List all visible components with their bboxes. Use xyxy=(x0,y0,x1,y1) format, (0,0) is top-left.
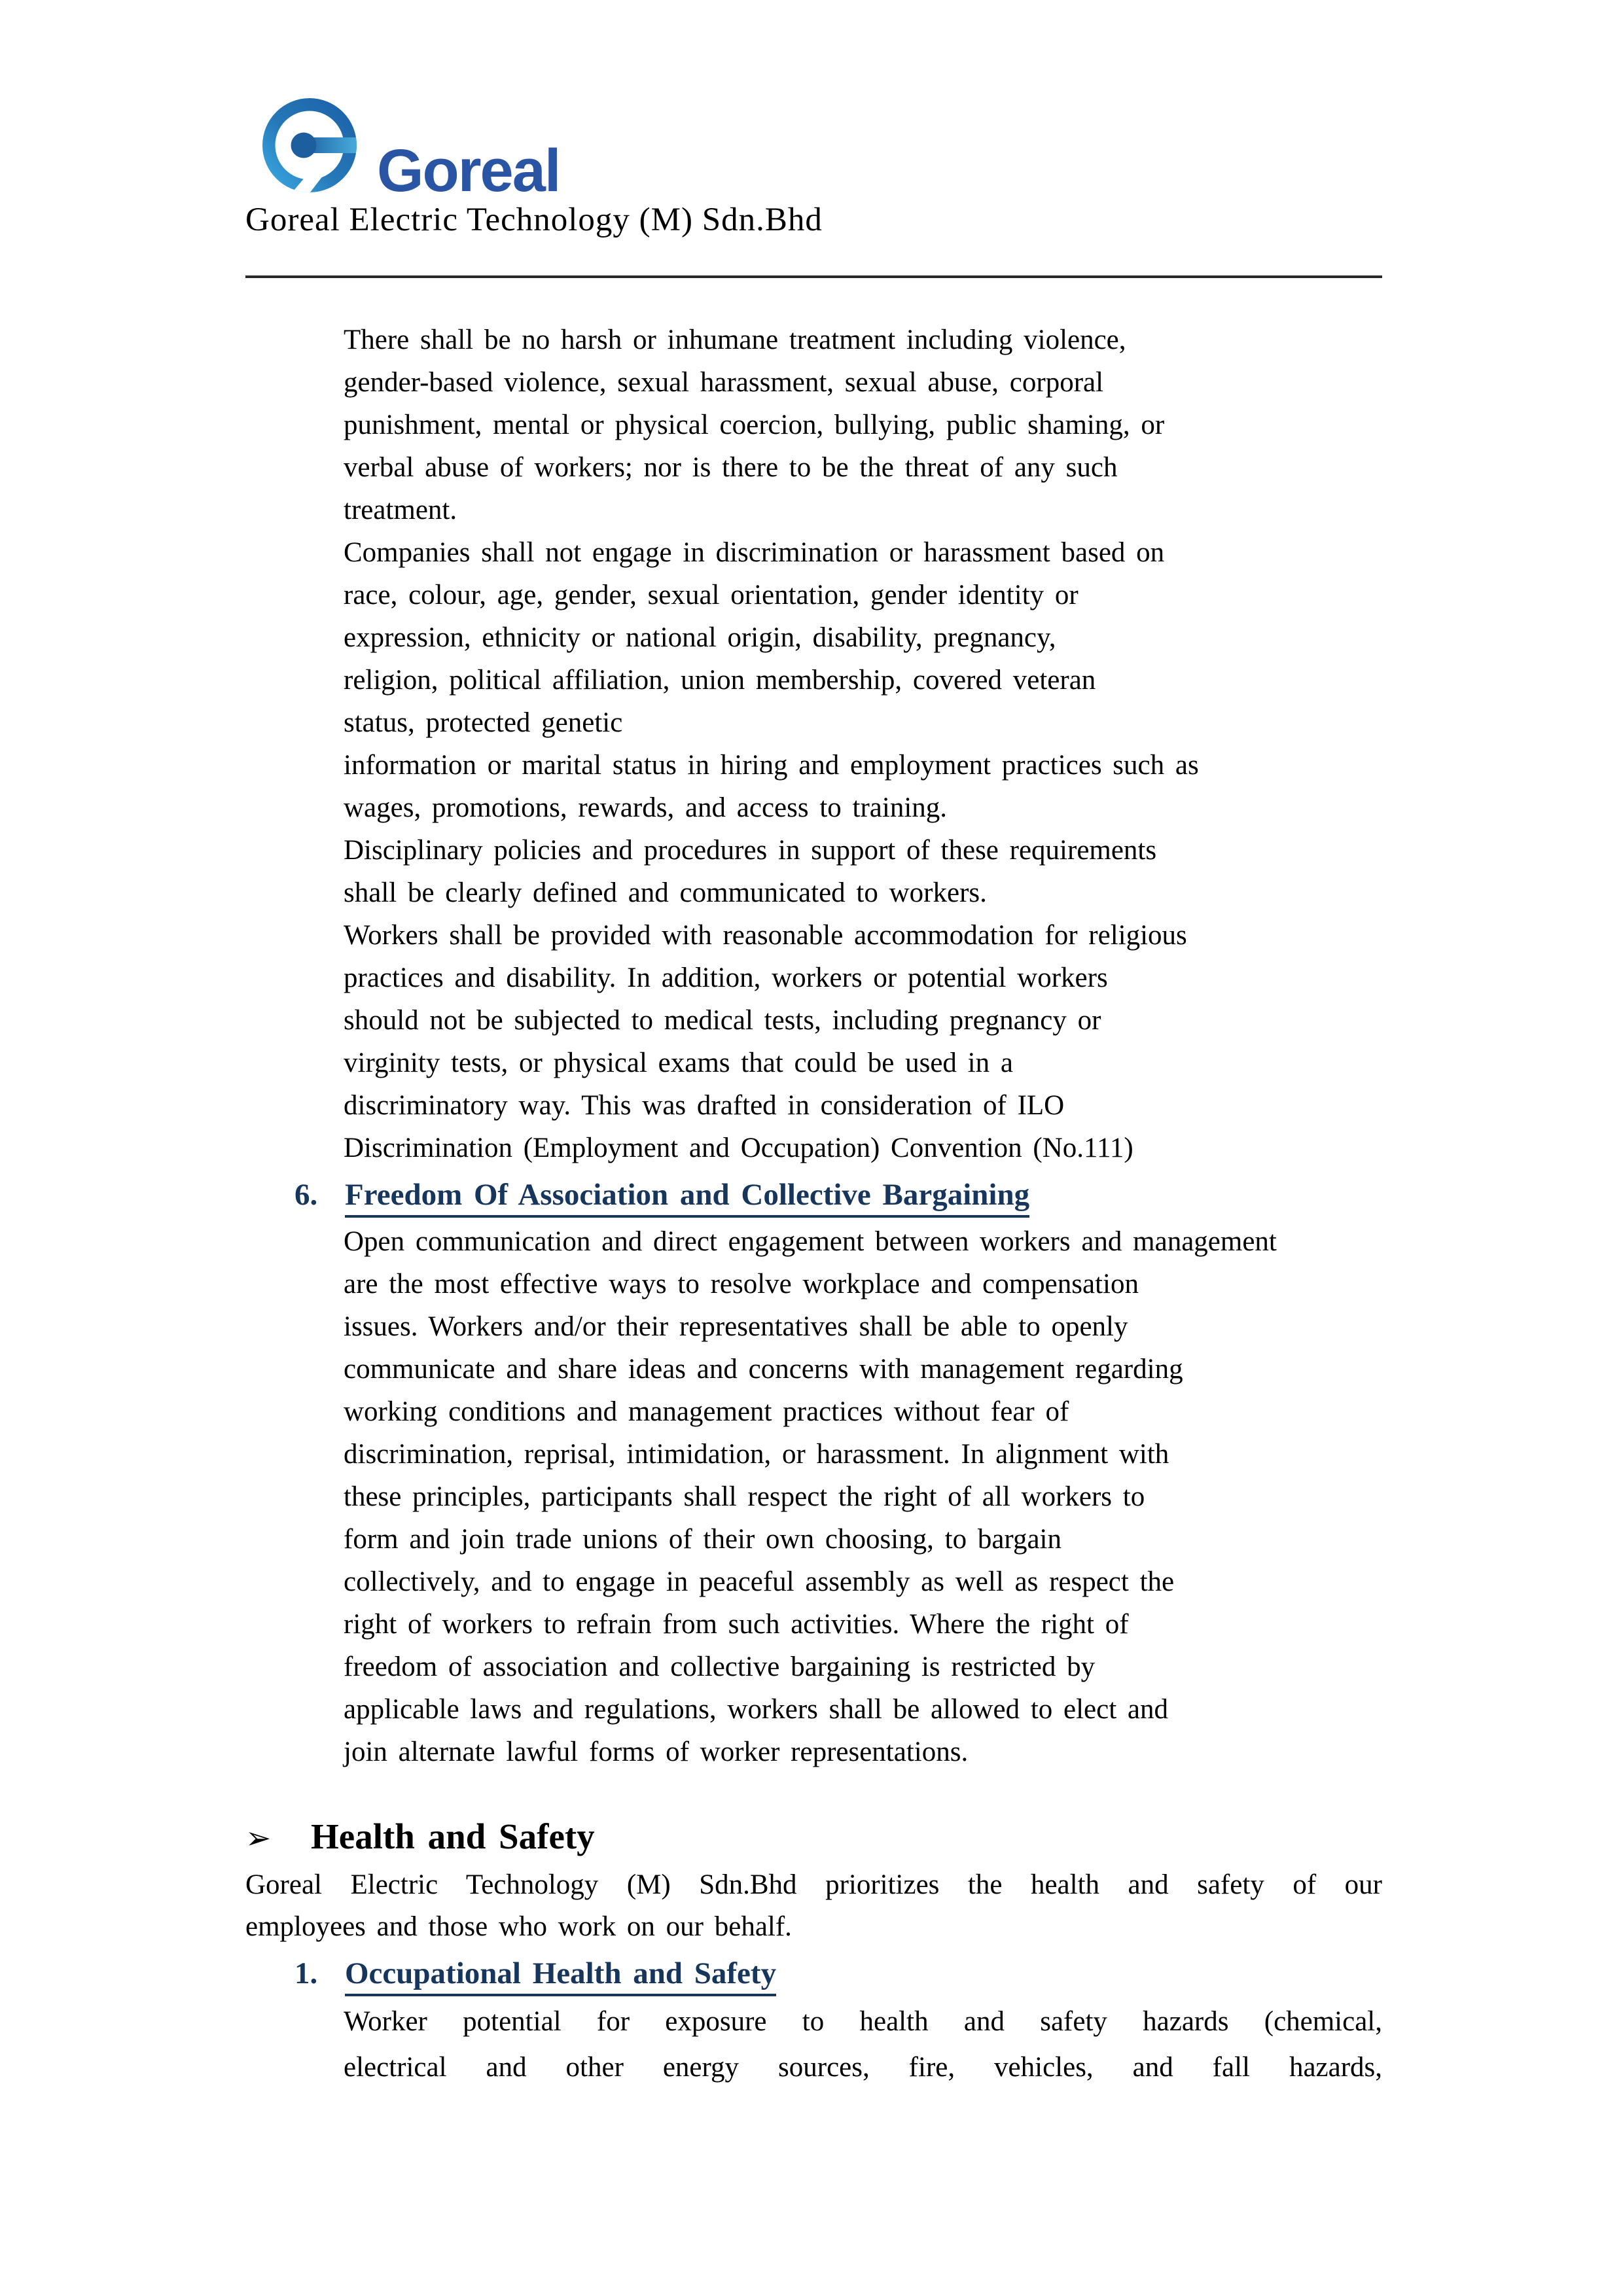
text-line: punishment, mental or physical coercion, bullying, public shaming, or xyxy=(344,410,1165,440)
logo xyxy=(260,96,560,204)
text-line: religion, political affiliation, union membership, covered veteran xyxy=(344,665,1096,696)
paragraph-reasonable-accommodation xyxy=(344,914,1382,1169)
heading-freedom-of-association xyxy=(294,1169,1382,1220)
text-line: join alternate lawful forms of worker representations. xyxy=(344,1737,969,1767)
text-line: working conditions and management practices without fear of xyxy=(344,1396,1069,1427)
text-line: Goreal Electric Technology (M) Sdn.Bhd prioritizes the health and safety of our xyxy=(245,1869,1382,1900)
heading-number: 1. xyxy=(294,1956,318,1990)
text-line: gender-based violence, sexual harassment, sexual abuse, corporal xyxy=(344,367,1104,398)
heading-number: 6. xyxy=(294,1178,318,1212)
heading-health-and-safety xyxy=(245,1811,1382,1864)
text-line: verbal abuse of workers; nor is there to be the threat of any such xyxy=(344,452,1118,483)
text-line: issues. Workers and/or their representatives shall be able to openly xyxy=(344,1311,1128,1342)
text-line: applicable laws and regulations, workers shall be allowed to elect and xyxy=(344,1694,1169,1725)
paragraph-discrimination xyxy=(344,531,1382,744)
text-line: status, protected genetic xyxy=(344,707,623,738)
text-line: electrical and other energy sources, fire, vehicles, and fall hazards, xyxy=(344,2052,1382,2083)
text-line: Companies shall not engage in discrimination or harassment based on xyxy=(344,537,1165,568)
text-line: employees and those who work on our behalf. xyxy=(245,1911,792,1942)
text-line: collectively, and to engage in peaceful assembly as well as respect the xyxy=(344,1566,1175,1597)
text-line: communicate and share ideas and concerns with management regarding xyxy=(344,1354,1183,1385)
text-line: practices and disability. In addition, workers or potential workers xyxy=(344,963,1108,993)
company-name-header: Goreal Electric Technology (M) Sdn.Bhd xyxy=(245,202,823,238)
text-line: form and join trade unions of their own choosing, to bargain xyxy=(344,1524,1061,1555)
text-line: discrimination, reprisal, intimidation, or harassment. In alignment with xyxy=(344,1439,1169,1470)
heading-title: Health and Safety xyxy=(311,1816,595,1856)
text-line: There shall be no harsh or inhumane treatment including violence, xyxy=(344,325,1126,355)
text-line: wages, promotions, rewards, and access to training. xyxy=(344,792,948,823)
text-line: freedom of association and collective bargaining is restricted by xyxy=(344,1651,1096,1682)
paragraph-worker-hazards xyxy=(344,1999,1382,2091)
paragraph-marital-status xyxy=(344,744,1382,829)
text-line: shall be clearly defined and communicated to workers. xyxy=(344,877,987,908)
goreal-wordmark: Goreal xyxy=(377,137,560,204)
text-line: virginity tests, or physical exams that could be used in a xyxy=(344,1048,1013,1078)
heading-title: Freedom Of Association and Collective Bargaining xyxy=(345,1178,1029,1218)
text-line: Workers shall be provided with reasonable accommodation for religious xyxy=(344,920,1187,951)
paragraph-harsh-treatment xyxy=(344,319,1382,531)
text-line: should not be subjected to medical tests, including pregnancy or xyxy=(344,1005,1101,1036)
arrow-bullet-icon: ➢ xyxy=(245,1822,272,1856)
text-line: Worker potential for exposure to health and safety hazards (chemical, xyxy=(344,2006,1382,2037)
text-line: discriminatory way. This was drafted in consideration of ILO xyxy=(344,1090,1065,1121)
text-line: Discrimination (Employment and Occupation) Convention (No.111) xyxy=(344,1133,1133,1163)
goreal-logo-icon xyxy=(260,96,359,199)
text-line: these principles, participants shall respect the right of all workers to xyxy=(344,1481,1145,1512)
header-divider xyxy=(245,275,1382,278)
text-line: treatment. xyxy=(344,495,457,525)
text-line: race, colour, age, gender, sexual orientation, gender identity or xyxy=(344,580,1079,610)
heading-occupational-health-and-safety xyxy=(294,1948,1382,1999)
text-line: Disciplinary policies and procedures in support of these requirements xyxy=(344,835,1157,866)
text-line: are the most effective ways to resolve workplace and compensation xyxy=(344,1269,1139,1299)
paragraph-freedom-of-association xyxy=(344,1220,1382,1773)
text-line: expression, ethnicity or national origin, disability, pregnancy, xyxy=(344,622,1056,653)
text-line: right of workers to refrain from such activities. Where the right of xyxy=(344,1609,1129,1640)
text-line: Open communication and direct engagement between workers and management xyxy=(344,1226,1277,1257)
heading-title: Occupational Health and Safety xyxy=(345,1956,776,1996)
paragraph-health-intro xyxy=(245,1864,1382,1948)
text-line: information or marital status in hiring and employment practices such as xyxy=(344,750,1199,781)
paragraph-disciplinary-policies xyxy=(344,829,1382,914)
document-body xyxy=(245,319,1382,2091)
